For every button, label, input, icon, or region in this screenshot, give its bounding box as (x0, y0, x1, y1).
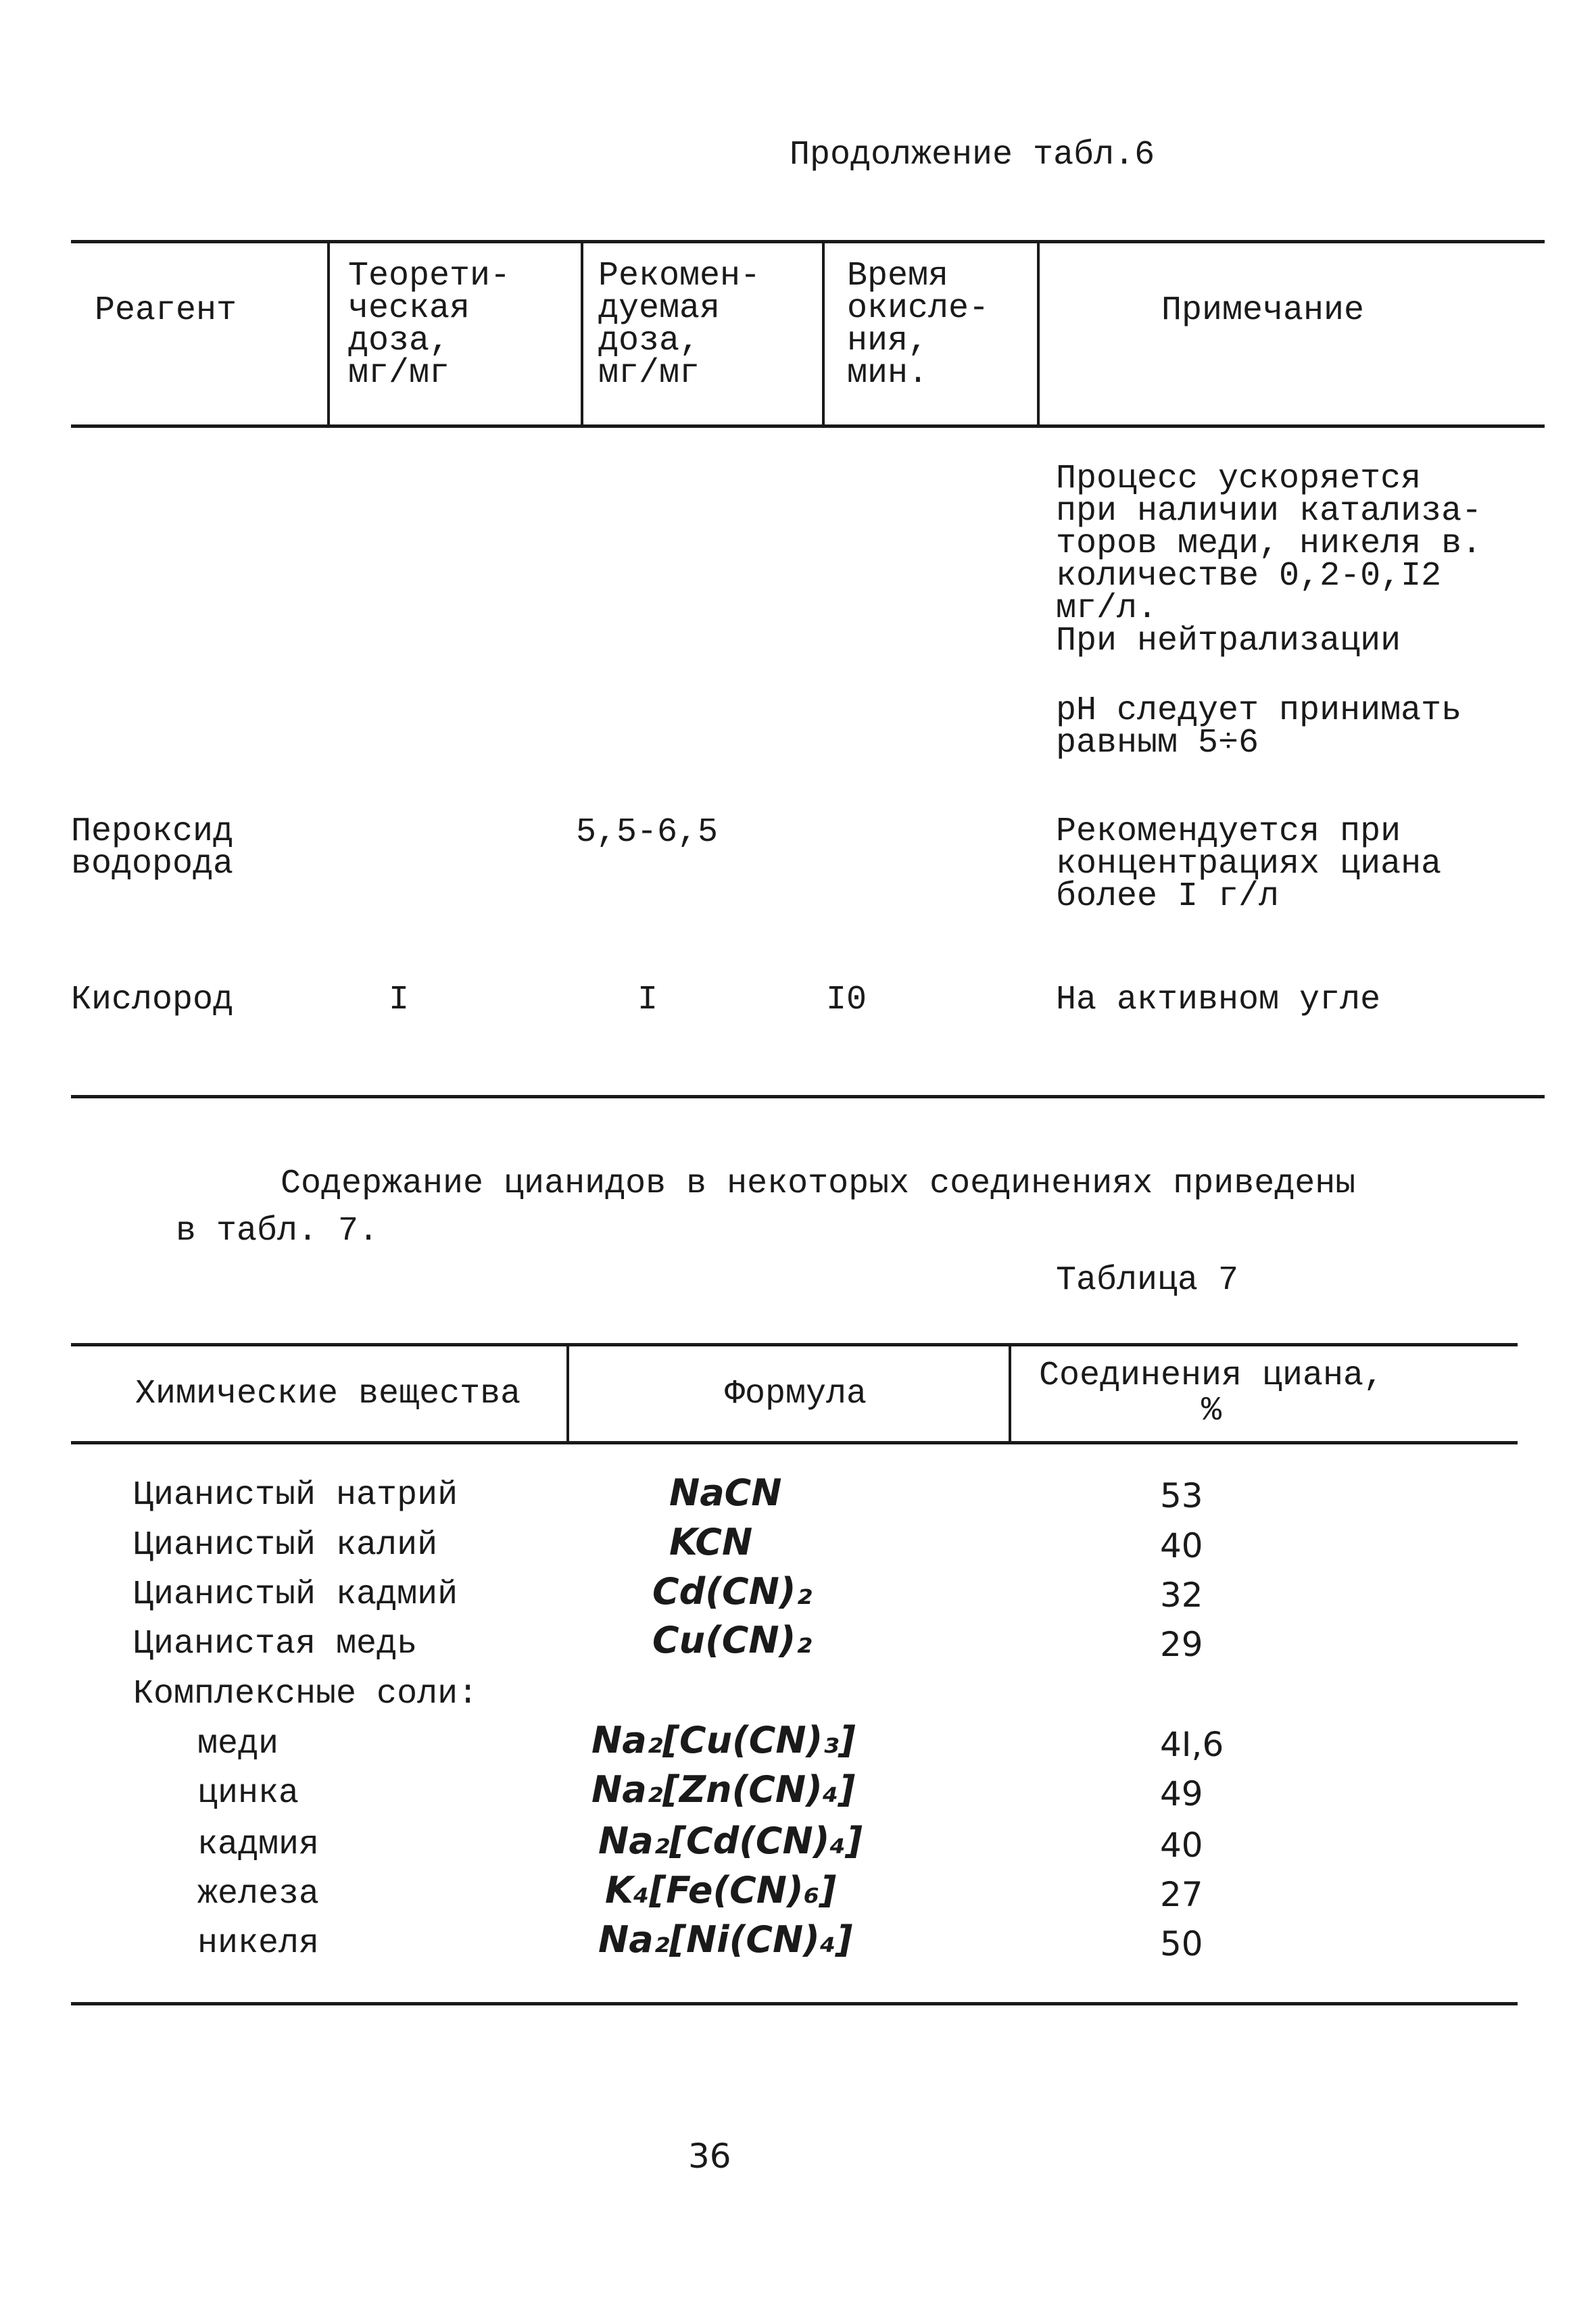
table7-title: Таблица 7 (1056, 1261, 1239, 1300)
substance-name: Цианистый натрий (133, 1476, 458, 1515)
recommended-dose-oxygen: I (637, 981, 658, 1019)
recommended-dose-peroxide: 5,5-6,5 (576, 813, 719, 852)
table7-col-divider-2 (1009, 1344, 1011, 1442)
cyanide-percent: 40 (1160, 1826, 1203, 1865)
formula: Na₂[Cd(CN)₄] (598, 1820, 863, 1862)
complex-salts-label: Комплексные соли: (133, 1675, 479, 1713)
note-peroxide: Рекомендуется при концентрациях циана более I г/л (1056, 812, 1442, 916)
header-theoretical-dose: Теорети- ческая доза, мг/мг (348, 257, 511, 393)
cyanide-percent: 50 (1160, 1924, 1203, 1964)
header-chemical-substances: Химические вещества (135, 1375, 521, 1413)
paragraph-line-1: Содержание цианидов в некоторых соединениях приведены (281, 1165, 1356, 1203)
table6-col-divider-1 (327, 241, 330, 425)
substance-name: никеля (197, 1924, 320, 1963)
table6-col-divider-4 (1037, 241, 1040, 425)
substance-name: кадмия (197, 1826, 320, 1864)
cyanide-percent: 49 (1160, 1774, 1203, 1813)
header-oxidation-time: Время окисле- ния, мин. (847, 257, 990, 393)
cyanide-percent: 27 (1160, 1875, 1203, 1914)
substance-name: железа (197, 1875, 320, 1914)
cyanide-percent: 32 (1160, 1576, 1203, 1615)
reagent-oxygen: Кислород (71, 981, 234, 1019)
cyanide-percent: 29 (1160, 1625, 1203, 1664)
cyanide-percent: 53 (1160, 1476, 1203, 1515)
cyanide-percent: 40 (1160, 1526, 1203, 1565)
substance-name: Цианистый кадмий (133, 1576, 458, 1614)
substance-name: меди (197, 1725, 279, 1763)
table6-col-divider-3 (822, 241, 825, 425)
note-block-1: Процесс ускоряется при наличии катализа- торов меди, никеля в. количестве 0,2-0,I2 мг/л. При нейтрализации (1056, 460, 1482, 660)
formula: Cd(CN)₂ (652, 1570, 813, 1613)
header-reagent: Реагент (95, 291, 237, 330)
header-recommended-dose: Рекомен- дуемая доза, мг/мг (598, 257, 761, 393)
page-number: 36 (688, 2137, 731, 2176)
continuation-title: Продолжение табл.6 (790, 136, 1155, 174)
substance-name: Цианистый калий (133, 1526, 438, 1565)
reagent-hydrogen-peroxide: Пероксид водорода (71, 812, 234, 883)
table6-bottom-rule (71, 1095, 1545, 1098)
table6-header-rule (71, 424, 1545, 428)
header-note: Примечание (1161, 291, 1365, 330)
formula: KCN (669, 1521, 753, 1563)
substance-name: цинка (197, 1774, 299, 1813)
formula: NaCN (669, 1471, 782, 1514)
table7-bottom-rule (71, 2002, 1518, 2005)
cyanide-percent: 4I,6 (1160, 1725, 1224, 1764)
substance-name: Цианистая медь (133, 1625, 418, 1663)
formula: K₄[Fe(CN)₆] (605, 1869, 837, 1911)
table6-col-divider-2 (581, 241, 583, 425)
table6-top-rule (71, 240, 1545, 243)
header-cyanide-percent: Соединения циана, % (1038, 1357, 1384, 1430)
note-oxygen: На активном угле (1056, 981, 1381, 1019)
theoretical-dose-oxygen: I (389, 981, 410, 1019)
note-block-2: рН следует принимать равным 5÷6 (1056, 691, 1462, 762)
formula: Na₂[Cu(CN)₃] (591, 1719, 856, 1761)
formula: Na₂[Ni(CN)₄] (598, 1918, 853, 1961)
header-formula: Формула (725, 1375, 867, 1413)
table7-col-divider-1 (566, 1344, 569, 1442)
table7-top-rule (71, 1343, 1518, 1346)
formula: Na₂[Zn(CN)₄] (591, 1768, 856, 1811)
oxidation-time-oxygen: I0 (826, 981, 867, 1019)
paragraph-line-2: в табл. 7. (176, 1212, 379, 1250)
table7-header-rule (71, 1441, 1518, 1444)
formula: Cu(CN)₂ (652, 1619, 812, 1661)
